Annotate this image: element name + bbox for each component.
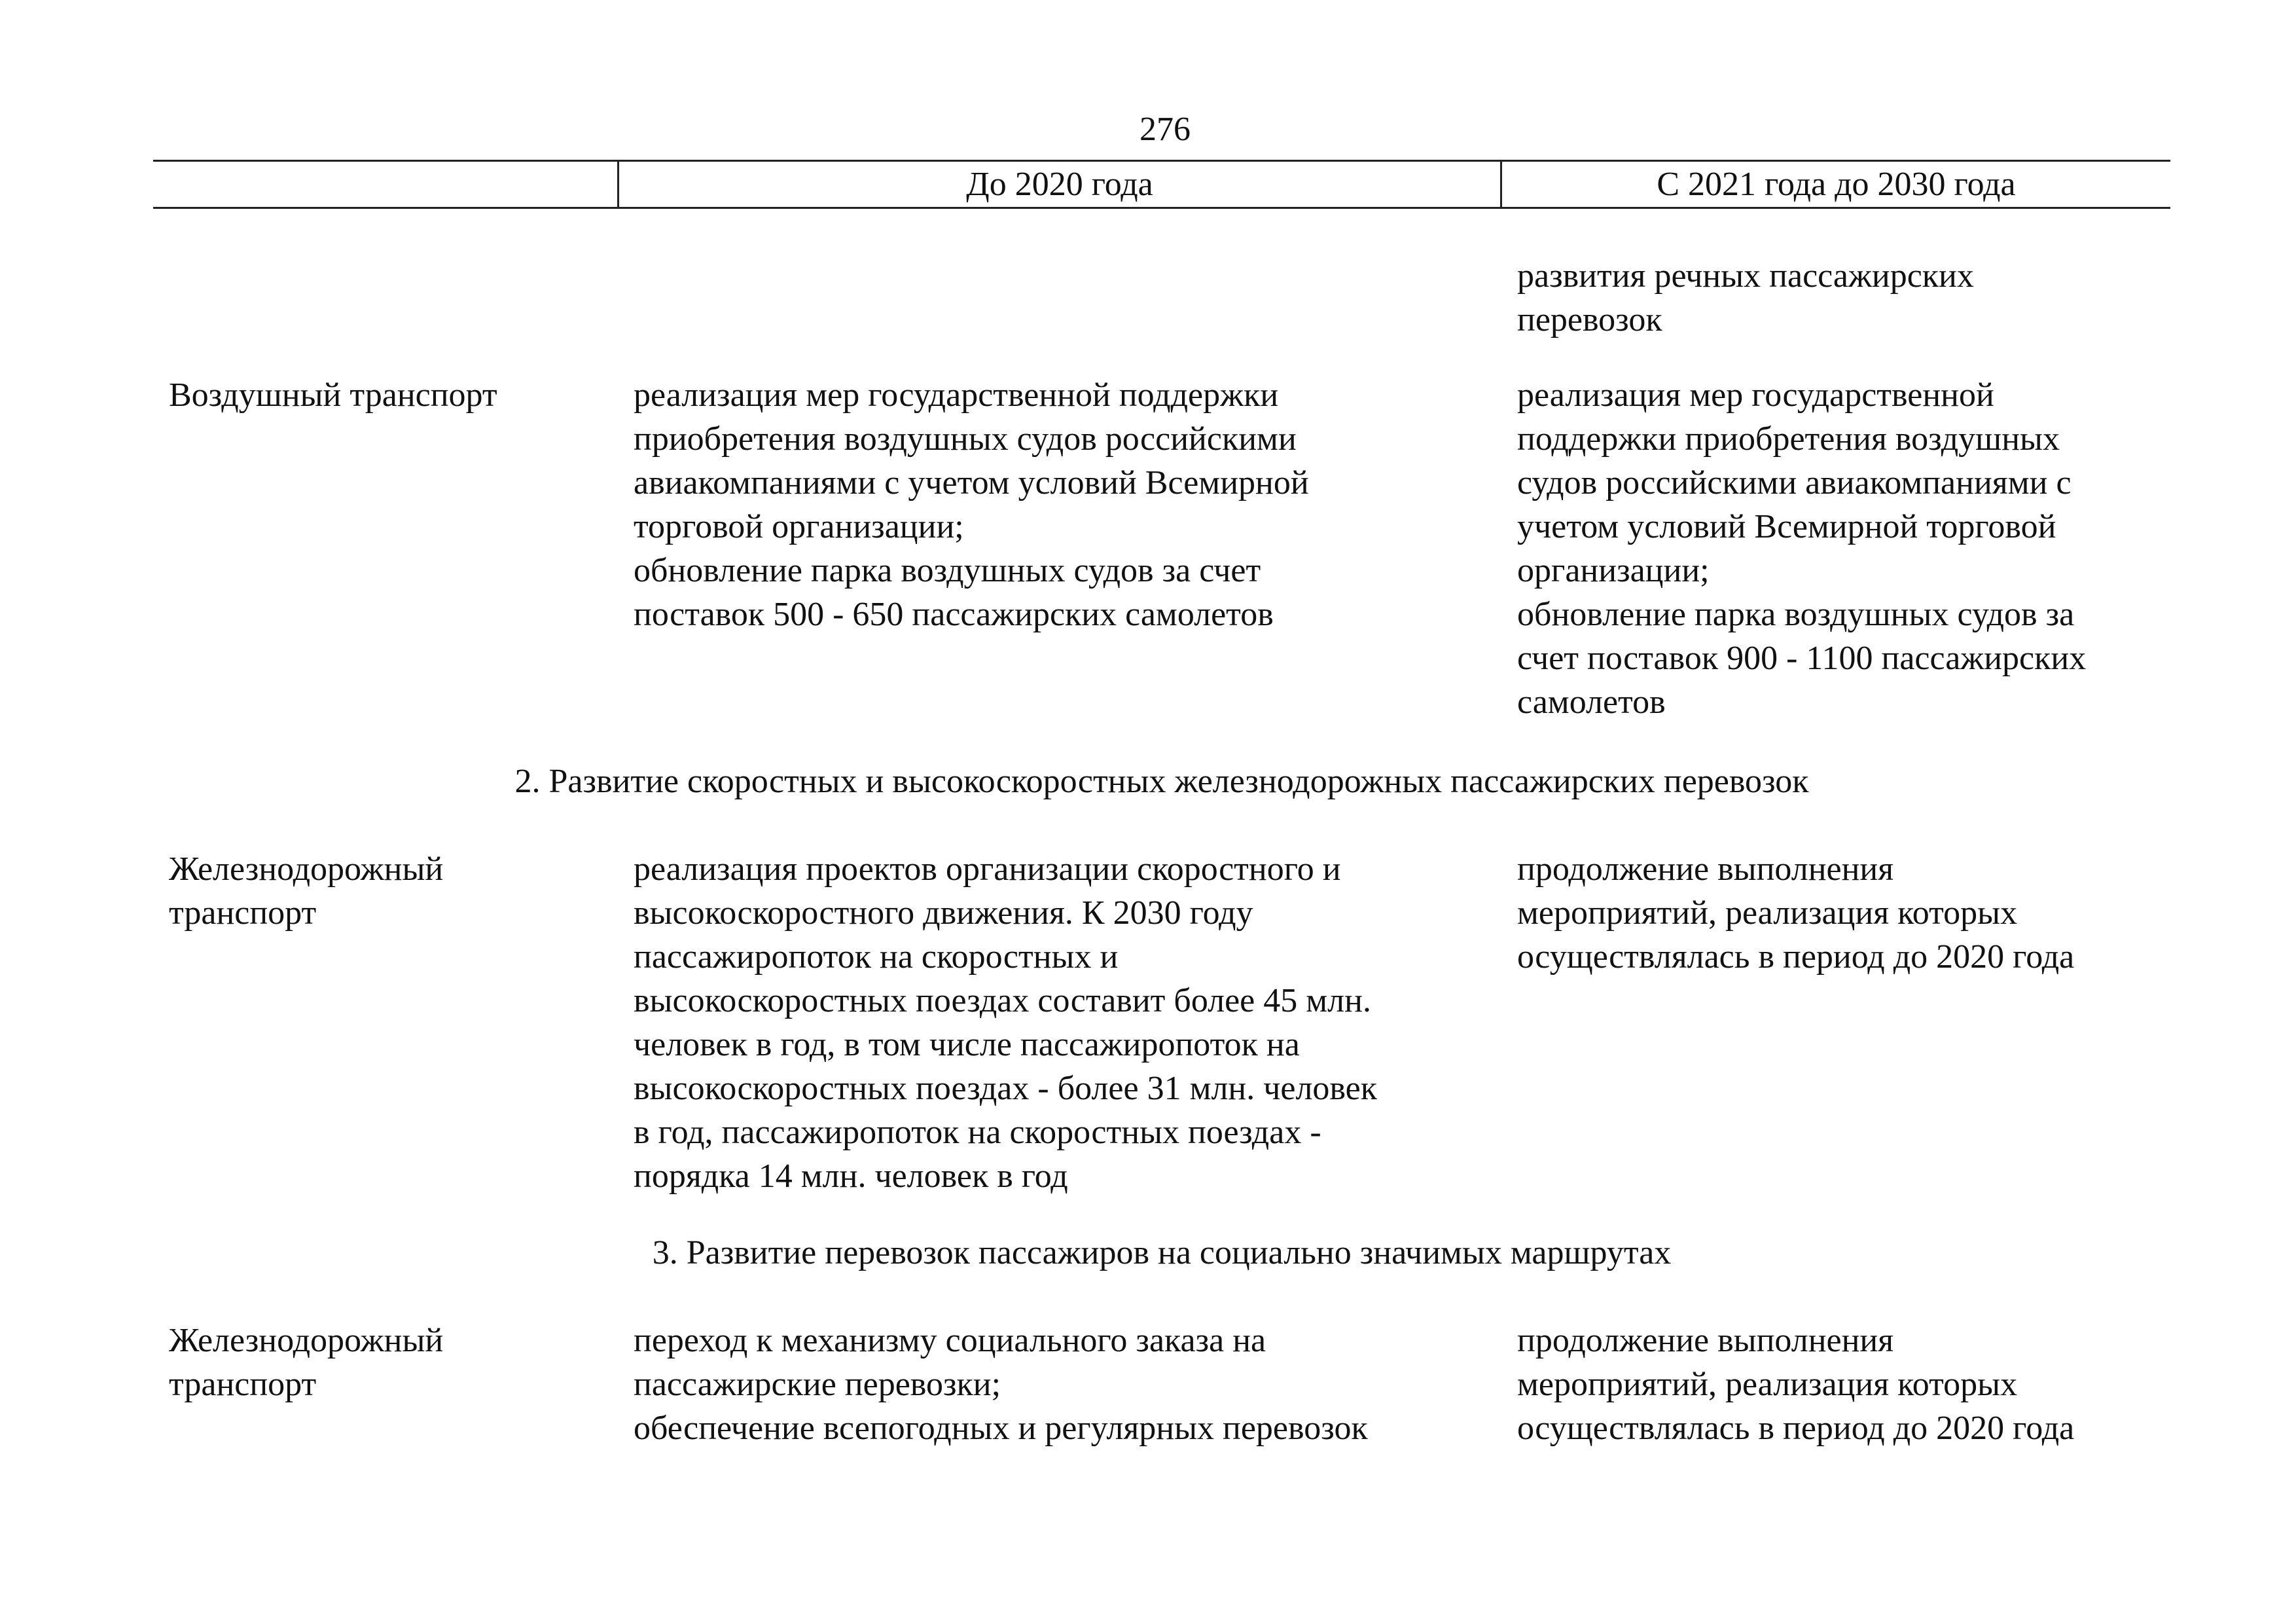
page-number: 276 [1139, 111, 1191, 148]
cell-line: судов российскими авиакомпаниями с [1517, 464, 2072, 501]
row-rail-1-mode [169, 847, 588, 935]
cell-line: Железнодорожный [169, 1322, 444, 1359]
header-top-rule [153, 160, 2170, 162]
row-rail-2-mode [169, 1319, 588, 1406]
row-air-from-2021 [1517, 373, 2172, 724]
cell-line: осуществлялась в период до 2020 года [1517, 938, 2075, 976]
cell-line: обновление парка воздушных судов за [1517, 596, 2075, 633]
cell-line: продолжение выполнения [1517, 1322, 1894, 1359]
section-title-2: 2. Развитие скоростных и высокоскоростных железнодорожных пассажирских перевозок [514, 763, 1809, 800]
cell-line: переход к механизму социального заказа на [634, 1322, 1266, 1359]
cell-line: продолжение выполнения [1517, 850, 1894, 888]
cell-line: мероприятий, реализация которых [1517, 894, 2018, 932]
cell-line: реализация проектов организации скоростного и [634, 850, 1341, 888]
cell-line: высокоскоростных поездах составит более 45 млн. [634, 982, 1371, 1019]
cell-line: мероприятий, реализация которых [1517, 1366, 2018, 1403]
row-air-mode [169, 373, 588, 417]
cell-line: организации; [1517, 552, 1710, 589]
cell-line: порядка 14 млн. человек в год [634, 1158, 1068, 1195]
section-title-3: 3. Развитие перевозок пассажиров на социально значимых маршрутах [652, 1234, 1672, 1271]
cell-line: транспорт [169, 894, 317, 932]
header-until-2020: До 2020 года [966, 166, 1153, 203]
cell-line: Железнодорожный [169, 850, 444, 888]
cell-line: торговой организации; [634, 508, 964, 545]
cell-line: высокоскоростных поездах - более 31 млн. человек [634, 1070, 1378, 1107]
cell-line: Воздушный транспорт [169, 376, 497, 414]
cell-line: высокоскоростного движения. К 2030 году [634, 894, 1253, 932]
cell-line: самолетов [1517, 684, 1666, 721]
row-rail-2-until-2020 [634, 1319, 1484, 1450]
row-rail-1-until-2020 [634, 847, 1484, 1198]
cell-line: поддержки приобретения воздушных [1517, 420, 2060, 458]
row-air-until-2020 [634, 373, 1484, 636]
header-2021-2030: С 2021 года до 2030 года [1657, 166, 2016, 203]
cell-line: транспорт [169, 1366, 317, 1403]
cell-line: пассажиропоток на скоростных и [634, 938, 1119, 976]
cell-line: обновление парка воздушных судов за счет [634, 552, 1261, 589]
cell-line: обеспечение всепогодных и регулярных перевозок [634, 1410, 1368, 1447]
cell-line: пассажирские перевозки; [634, 1366, 1001, 1403]
cell-line: счет поставок 900 - 1100 пассажирских [1517, 640, 2087, 677]
cell-line: осуществлялась в период до 2020 года [1517, 1410, 2075, 1447]
cell-line: приобретения воздушных судов российскими [634, 420, 1297, 458]
row-rail-2-from-2021 [1517, 1319, 2172, 1450]
cell-line: авиакомпаниями с учетом условий Всемирной [634, 464, 1309, 501]
row-rail-1-from-2021 [1517, 847, 2172, 979]
cell-line: учетом условий Всемирной торговой [1517, 508, 2056, 545]
cell-line: реализация мер государственной поддержки [634, 376, 1279, 414]
cell-line: перевозок [1517, 301, 1662, 338]
cell-line: реализация мер государственной [1517, 376, 1994, 414]
continuation-cell [1517, 254, 2172, 342]
cell-line: в год, пассажиропоток на скоростных поездах - [634, 1114, 1321, 1151]
cell-line: поставок 500 - 650 пассажирских самолетов [634, 596, 1274, 633]
cell-line: развития речных пассажирских [1517, 257, 1974, 295]
header-bottom-rule [153, 207, 2170, 209]
cell-line: человек в год, в том числе пассажиропоток на [634, 1026, 1300, 1063]
